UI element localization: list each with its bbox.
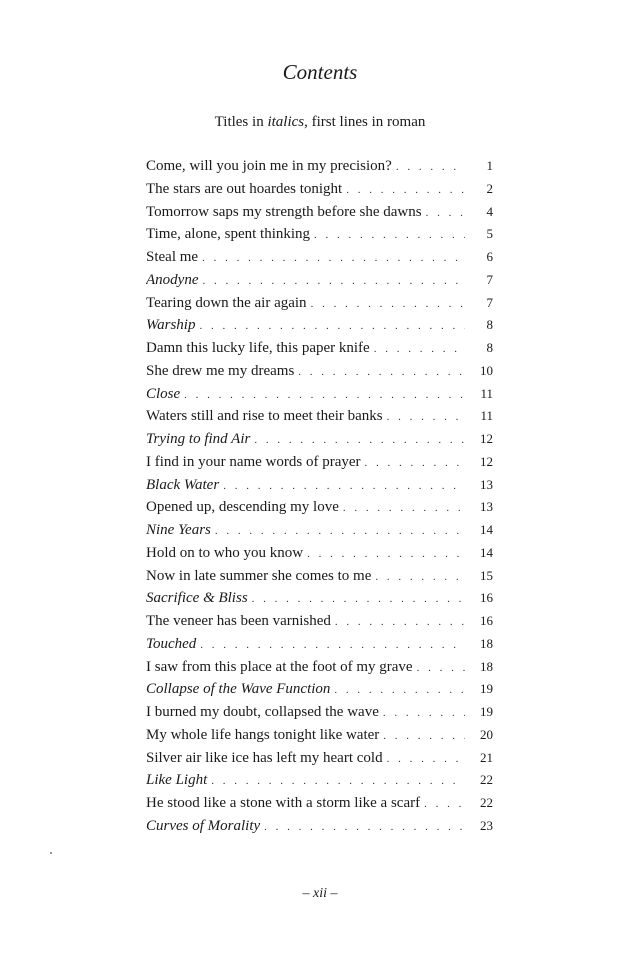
toc-entry	[146, 769, 493, 792]
dot-leader	[334, 679, 465, 701]
dot-leader	[383, 725, 465, 747]
toc-entry-first-line: Now in late summer she comes to me	[146, 567, 372, 584]
toc-entry-page-number: 21	[480, 749, 493, 765]
toc-entry-title: Collapse of the Wave Function	[146, 681, 331, 698]
dot-leader	[223, 475, 465, 497]
toc-entry	[146, 496, 493, 519]
dot-leader	[298, 361, 465, 383]
toc-entry-page-number: 12	[480, 453, 493, 469]
toc-entry-page-number: 10	[480, 362, 493, 378]
toc-entry-page-number: 12	[480, 431, 493, 446]
dot-leader	[202, 247, 465, 269]
subtitle-suffix: first lines in roman	[307, 114, 426, 130]
dot-leader	[254, 429, 465, 451]
toc-entry	[146, 178, 493, 201]
toc-entry	[146, 337, 493, 360]
dot-leader	[211, 770, 465, 792]
dot-leader	[424, 793, 465, 815]
toc-entry-first-line: My whole life hangs tonight like water	[146, 726, 380, 743]
toc-entry-page-number: 14	[480, 522, 493, 537]
toc-entry-page-number: 5	[486, 226, 493, 242]
toc-entry	[146, 314, 493, 337]
toc-entry	[146, 383, 493, 406]
dot-leader	[314, 224, 465, 246]
toc-entry-first-line: I saw from this place at the foot of my grave	[146, 658, 413, 675]
toc-entry-page-number: 16	[480, 590, 493, 606]
toc-entry	[146, 701, 493, 724]
toc-entry-page-number: 16	[480, 613, 493, 628]
toc-entry-first-line: Opened up, descending my love	[146, 499, 339, 516]
toc-entry-first-line: She drew me my dreams	[146, 362, 295, 379]
toc-entry-page-number: 14	[480, 544, 493, 560]
toc-entry-title: Warship	[146, 317, 196, 334]
toc-entry-page-number: 18	[480, 658, 493, 674]
toc-entry-page-number: 4	[486, 203, 493, 219]
dot-leader	[346, 179, 465, 201]
toc-entry-page-number: 18	[480, 635, 493, 651]
toc-entry	[146, 610, 493, 633]
toc-entry	[146, 724, 493, 747]
toc-entry-page-number: 15	[480, 567, 493, 583]
toc-entry	[146, 292, 493, 315]
toc-entry	[146, 451, 493, 474]
toc-entry-page-number: 2	[486, 180, 493, 196]
subtitle	[0, 114, 640, 131]
dot-leader	[200, 634, 465, 656]
toc-entry-page-number: 7	[486, 271, 493, 287]
dot-leader	[387, 406, 465, 428]
toc-entry-first-line: The stars are out hoardes tonight	[146, 180, 343, 197]
toc-entry	[146, 815, 493, 838]
toc-entry-title: Sacrifice & Bliss	[146, 590, 248, 607]
dot-leader	[417, 657, 465, 679]
toc-entry	[146, 405, 493, 428]
page-number: – xii –	[302, 886, 338, 901]
toc-entry	[146, 587, 493, 610]
toc-entry-page-number: 1	[486, 158, 493, 173]
toc-entry-title: Black Water	[146, 476, 220, 493]
toc-entry	[146, 246, 493, 269]
dot-leader	[365, 452, 465, 474]
dot-leader	[426, 202, 465, 224]
dot-leader	[383, 702, 465, 724]
toc-entry	[146, 519, 493, 542]
toc-entry-page-number: 23	[480, 817, 493, 833]
toc-entry-first-line: Time, alone, spent thinking	[146, 226, 311, 243]
toc-entry-page-number: 22	[480, 795, 493, 810]
toc-entry	[146, 678, 493, 701]
toc-entry	[146, 360, 493, 383]
toc-entry-page-number: 20	[480, 726, 493, 742]
dot-leader	[335, 611, 465, 633]
toc-entry-first-line: Damn this lucky life, this paper knife	[146, 340, 370, 356]
toc-entry-first-line: Tearing down the air again	[146, 294, 307, 311]
toc-entry	[146, 792, 493, 815]
toc-entry-page-number: 19	[480, 681, 493, 697]
toc-entry-page-number: 19	[480, 704, 493, 719]
dot-leader	[375, 566, 465, 588]
dot-leader	[184, 384, 465, 406]
toc-entry-first-line: I burned my doubt, collapsed the wave	[146, 704, 379, 720]
dot-leader	[343, 497, 465, 519]
toc-entry-page-number: 11	[480, 385, 493, 401]
toc-entry-title: Curves of Morality	[146, 817, 261, 834]
toc-entry-page-number: 8	[486, 340, 493, 355]
toc-entry-page-number: 13	[480, 499, 493, 515]
toc-entry-page-number: 7	[486, 294, 493, 310]
dot-leader	[374, 338, 465, 360]
toc-entry-first-line: Hold on to who you know	[146, 544, 304, 561]
toc-entry-page-number: 22	[480, 772, 493, 788]
toc-entry-first-line: Come, will you join me in my precision?	[146, 158, 392, 174]
toc-entry	[146, 201, 493, 224]
toc-entry	[146, 474, 493, 497]
toc-entry-first-line: Waters still and rise to meet their banks	[146, 408, 383, 425]
dot-leader	[387, 748, 465, 770]
toc-entry	[146, 223, 493, 246]
subtitle-italic: italics,	[267, 114, 308, 130]
dot-leader	[202, 270, 465, 292]
toc-entry-title: Touched	[146, 635, 197, 652]
toc-entry-page-number: 11	[480, 408, 493, 424]
toc-entry	[146, 565, 493, 588]
toc-entry-first-line: Steal me	[146, 249, 199, 265]
dot-leader	[311, 293, 465, 315]
toc-entry	[146, 155, 493, 178]
page-title: Contents	[282, 60, 358, 84]
toc-entry-title: Nine Years	[146, 522, 211, 538]
toc-entry	[146, 542, 493, 565]
toc-entry-first-line: I find in your name words of prayer	[146, 453, 361, 470]
toc-entry-page-number: 13	[480, 476, 493, 492]
toc-entry	[146, 747, 493, 770]
dot-leader	[199, 315, 465, 337]
toc-entry-first-line: He stood like a stone with a storm like a scarf	[146, 795, 421, 811]
toc-entry	[146, 428, 493, 451]
toc-entry-title: Close	[146, 385, 181, 402]
dot-leader	[215, 520, 465, 542]
toc-entry-first-line: Silver air like ice has left my heart cold	[146, 749, 383, 766]
dot-leader	[396, 156, 465, 178]
toc-entry	[146, 269, 493, 292]
toc-entry-title: Trying to find Air	[146, 431, 251, 447]
toc-entry-first-line: The veneer has been varnished	[146, 613, 331, 629]
toc-entry-page-number: 8	[486, 317, 493, 333]
dot-leader	[252, 588, 465, 610]
toc-entry-first-line: Tomorrow saps my strength before she dawns	[146, 203, 422, 220]
table-of-contents	[146, 155, 493, 838]
toc-entry	[146, 656, 493, 679]
toc-entry-title: Like Light	[146, 772, 208, 789]
subtitle-prefix: Titles in	[214, 114, 268, 130]
paper-speck	[50, 852, 52, 854]
dot-leader	[307, 543, 465, 565]
toc-entry-title: Anodyne	[146, 271, 199, 288]
dot-leader	[264, 816, 465, 838]
toc-entry	[146, 633, 493, 656]
toc-entry-page-number: 6	[486, 249, 493, 264]
